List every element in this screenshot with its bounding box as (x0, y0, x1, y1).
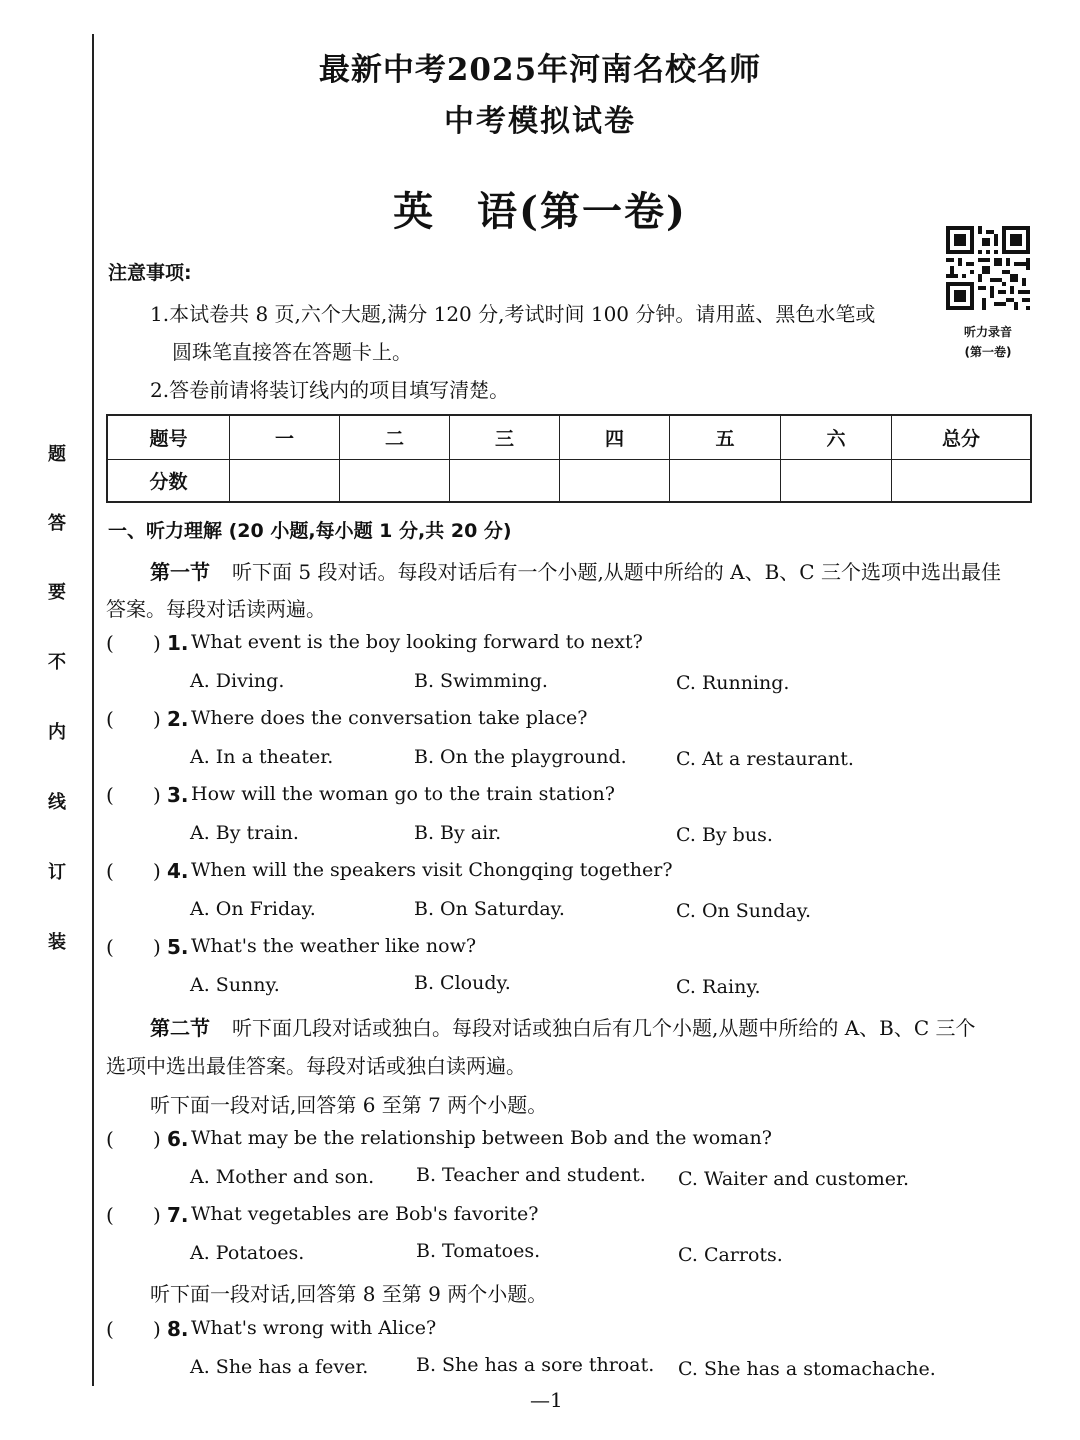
answer-paren-close: ) (153, 1203, 161, 1227)
notice-heading: 注意事项: (108, 262, 192, 284)
question-number: 6. (167, 1127, 189, 1151)
binding-char: 题 (48, 444, 66, 465)
score-cell (340, 459, 450, 502)
question-text: What vegetables are Bob's favorite? (191, 1203, 539, 1225)
option-b: B. She has a sore throat. (416, 1354, 655, 1376)
notice-item-2: 2.答卷前请将装订线内的项目填写清楚。 (150, 378, 510, 402)
notice-item-1-cont: 圆珠笔直接答在答题卡上。 (172, 340, 412, 364)
option-b: B. Teacher and student. (416, 1164, 646, 1186)
binding-char: 订 (48, 862, 66, 883)
qr-caption (932, 322, 1044, 362)
option-b: B. Tomatoes. (416, 1240, 541, 1262)
option-c: C. She has a stomachache. (678, 1358, 936, 1380)
exam-title: 最新中考2025年河南名校名师 (318, 52, 762, 88)
table-header-cell: 六 (781, 415, 892, 459)
part1-heading: 一、听力理解 (20 小题,每小题 1 分,共 20 分) (108, 520, 512, 542)
notice-item-1: 1.本试卷共 8 页,六个大题,满分 120 分,考试时间 100 分钟。请用蓝、黑色水笔或 (150, 302, 876, 326)
section1-instructions (150, 556, 1001, 585)
option-b: B. By air. (414, 822, 502, 844)
option-c: C. Carrots. (678, 1244, 783, 1266)
answer-paren-open: ( (106, 935, 114, 959)
score-cell (450, 459, 560, 502)
question-number: 3. (167, 783, 189, 807)
option-a: A. On Friday. (190, 898, 316, 920)
score-cell (670, 459, 781, 502)
table-header-cell: 总分 (892, 415, 1032, 459)
score-table (106, 414, 1032, 503)
section2-instructions (150, 1012, 976, 1041)
score-table-score-row (107, 459, 1031, 502)
score-cell (781, 459, 892, 502)
answer-paren-open: ( (106, 783, 114, 807)
option-a: A. She has a fever. (190, 1356, 369, 1378)
section1-label: 第一节 (150, 560, 210, 584)
option-b: B. On the playground. (414, 746, 627, 768)
answer-paren-close: ) (153, 631, 161, 655)
table-header-cell: 一 (230, 415, 340, 459)
section1-instr-line1: 听下面 5 段对话。每段对话后有一个小题,从题中所给的 A、B、C 三个选项中选出最佳 (232, 560, 1001, 584)
answer-paren-close: ) (153, 783, 161, 807)
qr-code-icon[interactable] (946, 226, 1030, 310)
answer-paren-open: ( (106, 707, 114, 731)
qr-caption-line1: 听力录音 (963, 325, 1012, 339)
option-c: C. Waiter and customer. (678, 1168, 909, 1190)
question-text: When will the speakers visit Chongqing together? (191, 859, 673, 881)
option-b: B. On Saturday. (414, 898, 565, 920)
question-text: How will the woman go to the train station? (191, 783, 615, 805)
score-table-header-row (107, 415, 1031, 459)
answer-paren-close: ) (153, 935, 161, 959)
section2-instr-line1: 听下面几段对话或独白。每段对话或独白后有几个小题,从题中所给的 A、B、C 三个 (232, 1016, 976, 1040)
table-header-cell: 二 (340, 415, 450, 459)
question-number: 2. (167, 707, 189, 731)
option-a: A. Potatoes. (190, 1242, 305, 1264)
group-6-7-instr: 听下面一段对话,回答第 6 至第 7 两个小题。 (150, 1093, 548, 1117)
score-cell (892, 459, 1032, 502)
binding-char: 装 (48, 932, 66, 953)
group-8-9-instr: 听下面一段对话,回答第 8 至第 9 两个小题。 (150, 1282, 548, 1306)
binding-char: 答 (48, 513, 66, 534)
answer-paren-close: ) (153, 1317, 161, 1341)
section2-instr-line2: 选项中选出最佳答案。每段对话或独白读两遍。 (106, 1054, 526, 1078)
question-text: What may be the relationship between Bob and the woman? (191, 1127, 772, 1149)
binding-char: 要 (48, 582, 66, 603)
answer-paren-close: ) (153, 1127, 161, 1151)
question-number: 4. (167, 859, 189, 883)
answer-paren-close: ) (153, 707, 161, 731)
section1-instr-line2: 答案。每段对话读两遍。 (106, 597, 326, 621)
option-c: C. By bus. (676, 824, 773, 846)
score-cell (560, 459, 670, 502)
question-number: 5. (167, 935, 189, 959)
option-c: C. Running. (676, 672, 790, 694)
binding-char: 线 (48, 792, 66, 813)
question-number: 1. (167, 631, 189, 655)
question-text: Where does the conversation take place? (191, 707, 588, 729)
option-a: A. In a theater. (190, 746, 334, 768)
option-a: A. Mother and son. (190, 1166, 375, 1188)
qr-caption-line2: (第一卷) (964, 345, 1012, 359)
score-cell (230, 459, 340, 502)
option-c: C. On Sunday. (676, 900, 812, 922)
option-c: C. At a restaurant. (676, 748, 854, 770)
exam-subtitle: 中考模拟试卷 (444, 104, 636, 139)
binding-char: 不 (48, 652, 66, 673)
score-row-label: 分数 (107, 459, 230, 502)
table-header-cell: 四 (560, 415, 670, 459)
question-number: 7. (167, 1203, 189, 1227)
answer-paren-open: ( (106, 1317, 114, 1341)
table-header-cell: 五 (670, 415, 781, 459)
answer-paren-open: ( (106, 1203, 114, 1227)
subject-title: 英 语(第一卷) (393, 188, 687, 235)
question-number: 8. (167, 1317, 189, 1341)
table-header-cell: 题号 (107, 415, 230, 459)
question-text: What's the weather like now? (191, 935, 477, 957)
answer-paren-open: ( (106, 1127, 114, 1151)
option-a: A. By train. (190, 822, 299, 844)
table-header-cell: 三 (450, 415, 560, 459)
section2-label: 第二节 (150, 1016, 210, 1040)
page-number: —1 (530, 1388, 563, 1412)
answer-paren-open: ( (106, 859, 114, 883)
question-text: What event is the boy looking forward to next? (191, 631, 643, 653)
option-c: C. Rainy. (676, 976, 761, 998)
option-a: A. Diving. (190, 670, 285, 692)
option-b: B. Swimming. (414, 670, 548, 692)
answer-paren-open: ( (106, 631, 114, 655)
question-text: What's wrong with Alice? (191, 1317, 437, 1339)
binding-char: 内 (48, 722, 66, 743)
option-a: A. Sunny. (190, 974, 280, 996)
option-b: B. Cloudy. (414, 972, 511, 994)
answer-paren-close: ) (153, 859, 161, 883)
